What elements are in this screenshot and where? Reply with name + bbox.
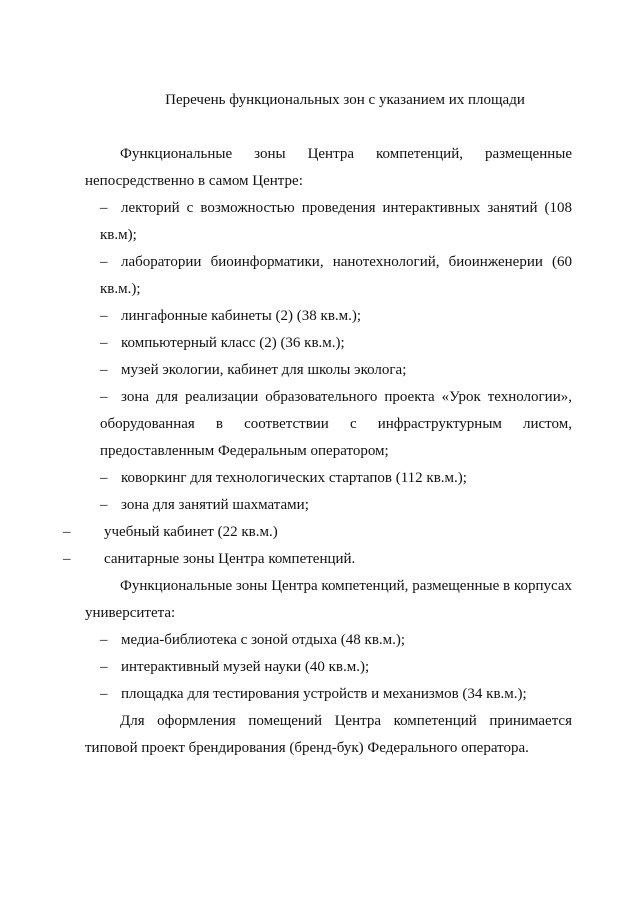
section1-intro-line1: Функциональные зоны Центра компетенций, размещенные — [120, 146, 572, 162]
list-bullet: – — [100, 470, 108, 486]
list-bullet: – — [100, 632, 108, 648]
document-title: Перечень функциональных зон с указанием их площади — [165, 92, 525, 108]
list-item-continuation: предоставленным Федеральным оператором; — [100, 443, 389, 459]
section1-intro-line2: непосредственно в самом Центре: — [85, 173, 303, 189]
section2-intro-line1: Функциональные зоны Центра компетенций, размещенные в корпусах — [120, 578, 572, 594]
closing-paragraph-line2: типовой проект брендирования (бренд-бук) Федерального оператора. — [85, 740, 529, 756]
list-bullet: – — [100, 389, 108, 405]
list-bullet: – — [63, 551, 71, 567]
list-bullet: – — [63, 524, 71, 540]
section2-intro-line2: университета: — [85, 605, 176, 621]
list-item: лаборатории биоинформатики, нанотехнологий, биоинженерии (60 — [121, 254, 572, 270]
list-item: медиа-библиотека с зоной отдыха (48 кв.м.); — [121, 632, 406, 648]
list-item: коворкинг для технологических стартапов (112 кв.м.); — [121, 470, 467, 486]
list-item: интерактивный музей науки (40 кв.м.); — [121, 659, 370, 675]
list-bullet: – — [100, 497, 108, 513]
list-item-continuation: кв.м.); — [100, 281, 141, 297]
list-item: музей экологии, кабинет для школы эколога; — [121, 362, 407, 378]
list-bullet: – — [100, 308, 108, 324]
list-item-continuation: оборудованная в соответствии с инфраструктурным листом, — [100, 416, 572, 432]
list-bullet: – — [100, 362, 108, 378]
list-bullet: – — [100, 686, 108, 702]
list-item: учебный кабинет (22 кв.м.) — [104, 524, 278, 540]
list-item: площадка для тестирования устройств и механизмов (34 кв.м.); — [121, 686, 527, 702]
list-item-continuation: кв.м); — [100, 227, 137, 243]
list-bullet: – — [100, 200, 108, 216]
list-bullet: – — [100, 659, 108, 675]
list-bullet: – — [100, 335, 108, 351]
list-item: лингафонные кабинеты (2) (38 кв.м.); — [121, 308, 362, 324]
list-item: зона для занятий шахматами; — [121, 497, 309, 513]
list-item: санитарные зоны Центра компетенций. — [104, 551, 356, 567]
list-item: лекторий с возможностью проведения интерактивных занятий (108 — [121, 200, 572, 216]
closing-paragraph-line1: Для оформления помещений Центра компетенций принимается — [120, 713, 572, 729]
list-item: зона для реализации образовательного проекта «Урок технологии», — [121, 389, 572, 405]
list-item: компьютерный класс (2) (36 кв.м.); — [121, 335, 345, 351]
list-bullet: – — [100, 254, 108, 270]
